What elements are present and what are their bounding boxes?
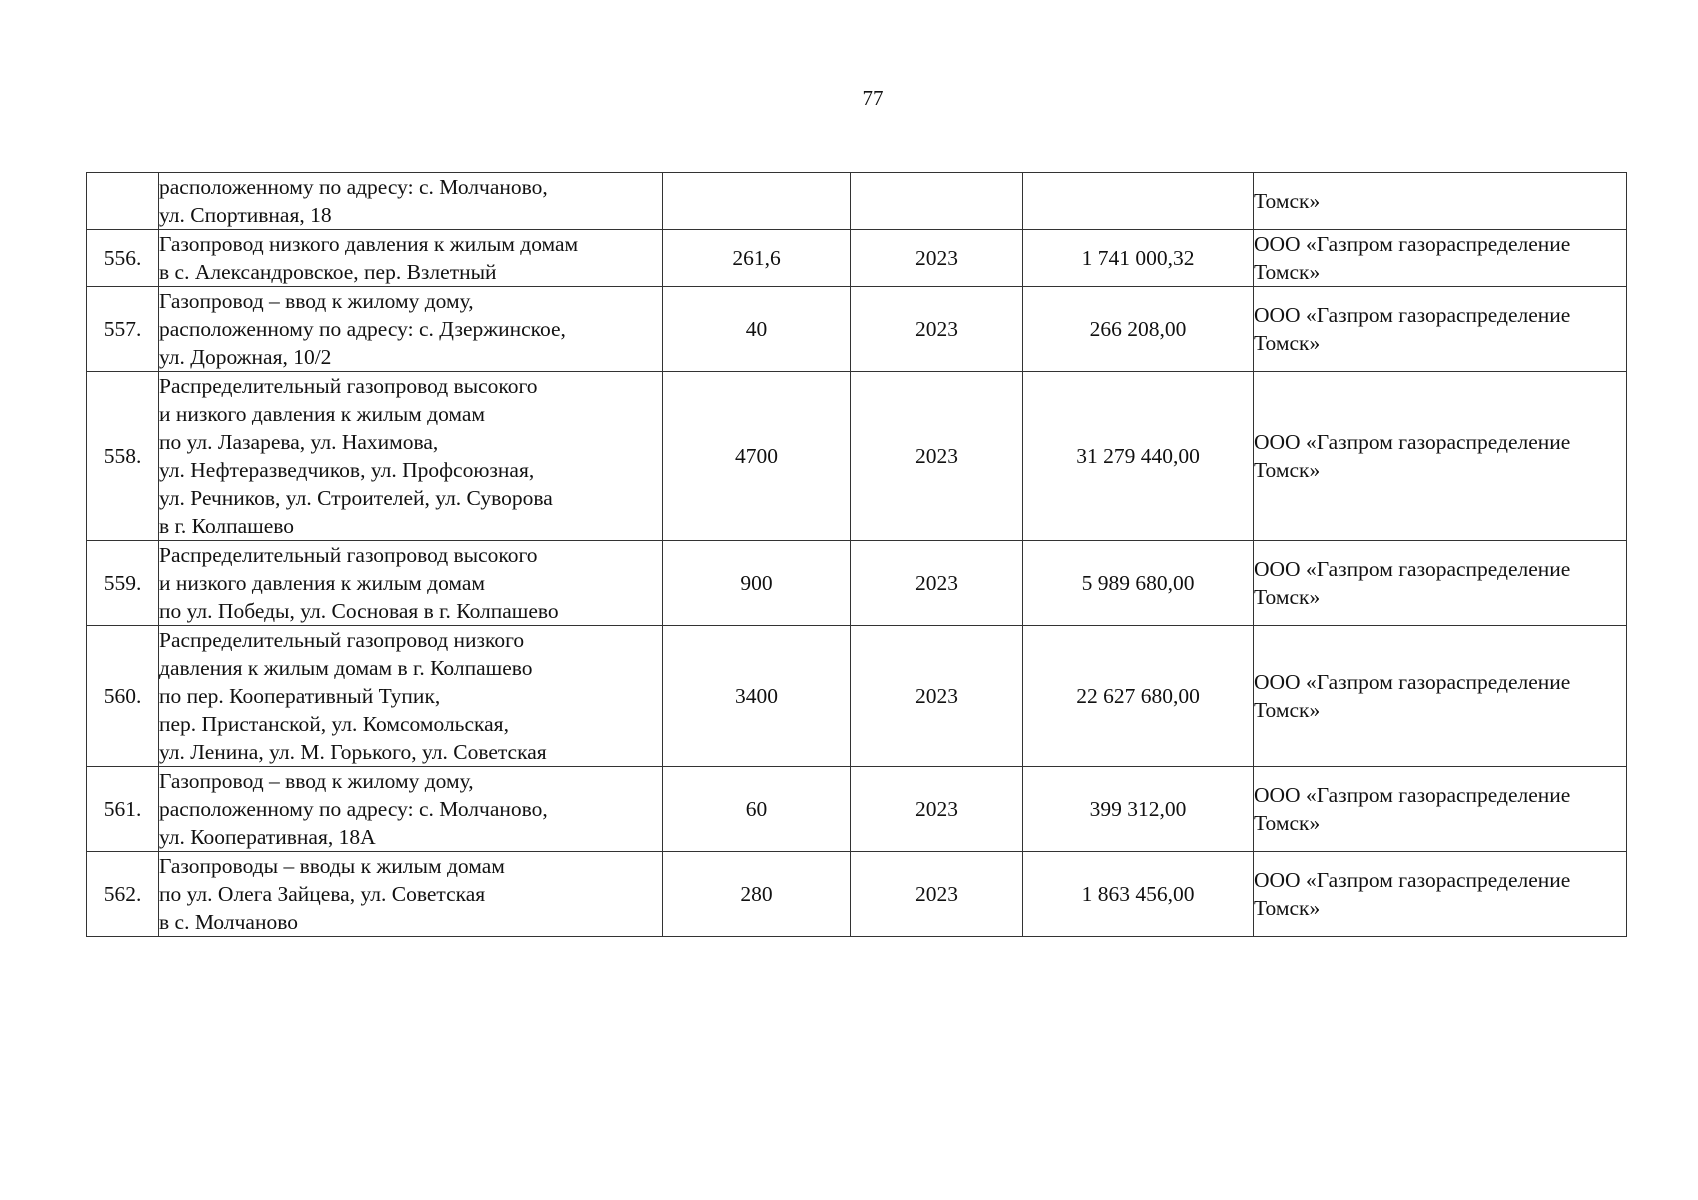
organization-line: ООО «Газпром газораспределение (1254, 557, 1571, 581)
object-name-cell (159, 287, 663, 372)
cost-cell: 22 627 680,00 (1023, 626, 1254, 767)
cost-cell: 1 863 456,00 (1023, 852, 1254, 937)
object-name-cell (159, 372, 663, 541)
object-name-line: ул. Нефтеразведчиков, ул. Профсоюзная, (159, 458, 535, 482)
organization-cell (1254, 372, 1627, 541)
length-cell (663, 173, 851, 230)
cost-cell: 266 208,00 (1023, 287, 1254, 372)
row-number-cell: 561. (87, 767, 159, 852)
organization-line: Томск» (1254, 896, 1321, 920)
object-name-line: по ул. Олега Зайцева, ул. Советская (159, 882, 486, 906)
organization-cell (1254, 852, 1627, 937)
organization-cell (1254, 173, 1627, 230)
year-cell: 2023 (851, 626, 1023, 767)
object-name-line: давления к жилым домам в г. Колпашево (159, 656, 533, 680)
organization-line: ООО «Газпром газораспределение (1254, 303, 1571, 327)
organization-cell (1254, 626, 1627, 767)
organization-line: Томск» (1254, 811, 1321, 835)
object-name-line: и низкого давления к жилым домам (159, 402, 486, 426)
length-cell: 900 (663, 541, 851, 626)
object-name-line: в с. Молчаново (159, 910, 298, 934)
object-name-line: ул. Дорожная, 10/2 (159, 345, 332, 369)
organization-line: Томск» (1254, 458, 1321, 482)
object-name-line: Распределительный газопровод низкого (159, 628, 525, 652)
cost-cell: 5 989 680,00 (1023, 541, 1254, 626)
year-cell: 2023 (851, 541, 1023, 626)
cost-cell (1023, 173, 1254, 230)
registry-table-body (87, 173, 1627, 937)
object-name-line: пер. Пристанской, ул. Комсомольская, (159, 712, 509, 736)
cost-cell: 31 279 440,00 (1023, 372, 1254, 541)
object-name-line: ул. Спортивная, 18 (159, 203, 332, 227)
table-row (87, 626, 1627, 767)
length-cell: 60 (663, 767, 851, 852)
object-name-line: по ул. Победы, ул. Сосновая в г. Колпашево (159, 599, 559, 623)
row-number-cell: 557. (87, 287, 159, 372)
organization-line: ООО «Газпром газораспределение (1254, 783, 1571, 807)
object-name-line: расположенному по адресу: с. Молчаново, (159, 797, 548, 821)
object-name-line: в с. Александровское, пер. Взлетный (159, 260, 497, 284)
cost-cell: 1 741 000,32 (1023, 230, 1254, 287)
object-name-line: по пер. Кооперативный Тупик, (159, 684, 441, 708)
object-name-line: Газопровод – ввод к жилому дому, (159, 289, 474, 313)
year-cell: 2023 (851, 767, 1023, 852)
year-cell: 2023 (851, 230, 1023, 287)
object-name-line: Распределительный газопровод высокого (159, 543, 538, 567)
object-name-line: ул. Ленина, ул. М. Горького, ул. Советская (159, 740, 547, 764)
object-name-line: Газопровод – ввод к жилому дому, (159, 769, 474, 793)
organization-line: ООО «Газпром газораспределение (1254, 430, 1571, 454)
row-number-cell: 559. (87, 541, 159, 626)
year-cell (851, 173, 1023, 230)
object-name-cell (159, 852, 663, 937)
organization-line: Томск» (1254, 698, 1321, 722)
page-number: 77 (862, 86, 884, 110)
object-name-line: Газопровод низкого давления к жилым домам (159, 232, 579, 256)
object-name-line: и низкого давления к жилым домам (159, 571, 486, 595)
table-row (87, 767, 1627, 852)
object-name-line: ул. Речников, ул. Строителей, ул. Суворова (159, 486, 553, 510)
year-cell: 2023 (851, 372, 1023, 541)
cost-cell: 399 312,00 (1023, 767, 1254, 852)
organization-cell (1254, 287, 1627, 372)
organization-line: ООО «Газпром газораспределение (1254, 670, 1571, 694)
table-row (87, 372, 1627, 541)
year-cell: 2023 (851, 852, 1023, 937)
object-name-cell (159, 173, 663, 230)
table-row (87, 852, 1627, 937)
object-name-cell (159, 767, 663, 852)
year-cell: 2023 (851, 287, 1023, 372)
organization-line: Томск» (1254, 189, 1321, 213)
registry-table (86, 172, 1627, 937)
organization-line: ООО «Газпром газораспределение (1254, 232, 1571, 256)
row-number-cell: 560. (87, 626, 159, 767)
organization-line: Томск» (1254, 585, 1321, 609)
table-row (87, 173, 1627, 230)
object-name-line: расположенному по адресу: с. Дзержинское, (159, 317, 566, 341)
length-cell: 3400 (663, 626, 851, 767)
length-cell: 4700 (663, 372, 851, 541)
organization-cell (1254, 541, 1627, 626)
object-name-line: Газопроводы – вводы к жилым домам (159, 854, 505, 878)
row-number-cell: 556. (87, 230, 159, 287)
row-number-cell (87, 173, 159, 230)
organization-line: ООО «Газпром газораспределение (1254, 868, 1571, 892)
table-row (87, 287, 1627, 372)
length-cell: 280 (663, 852, 851, 937)
object-name-line: Распределительный газопровод высокого (159, 374, 538, 398)
organization-line: Томск» (1254, 260, 1321, 284)
organization-cell (1254, 767, 1627, 852)
object-name-line: ул. Кооперативная, 18А (159, 825, 376, 849)
length-cell: 261,6 (663, 230, 851, 287)
object-name-cell (159, 230, 663, 287)
object-name-cell (159, 626, 663, 767)
object-name-line: по ул. Лазарева, ул. Нахимова, (159, 430, 439, 454)
object-name-line: расположенному по адресу: с. Молчаново, (159, 175, 548, 199)
row-number-cell: 558. (87, 372, 159, 541)
organization-cell (1254, 230, 1627, 287)
object-name-cell (159, 541, 663, 626)
object-name-line: в г. Колпашево (159, 514, 295, 538)
table-row (87, 541, 1627, 626)
row-number-cell: 562. (87, 852, 159, 937)
table-row (87, 230, 1627, 287)
length-cell: 40 (663, 287, 851, 372)
organization-line: Томск» (1254, 331, 1321, 355)
